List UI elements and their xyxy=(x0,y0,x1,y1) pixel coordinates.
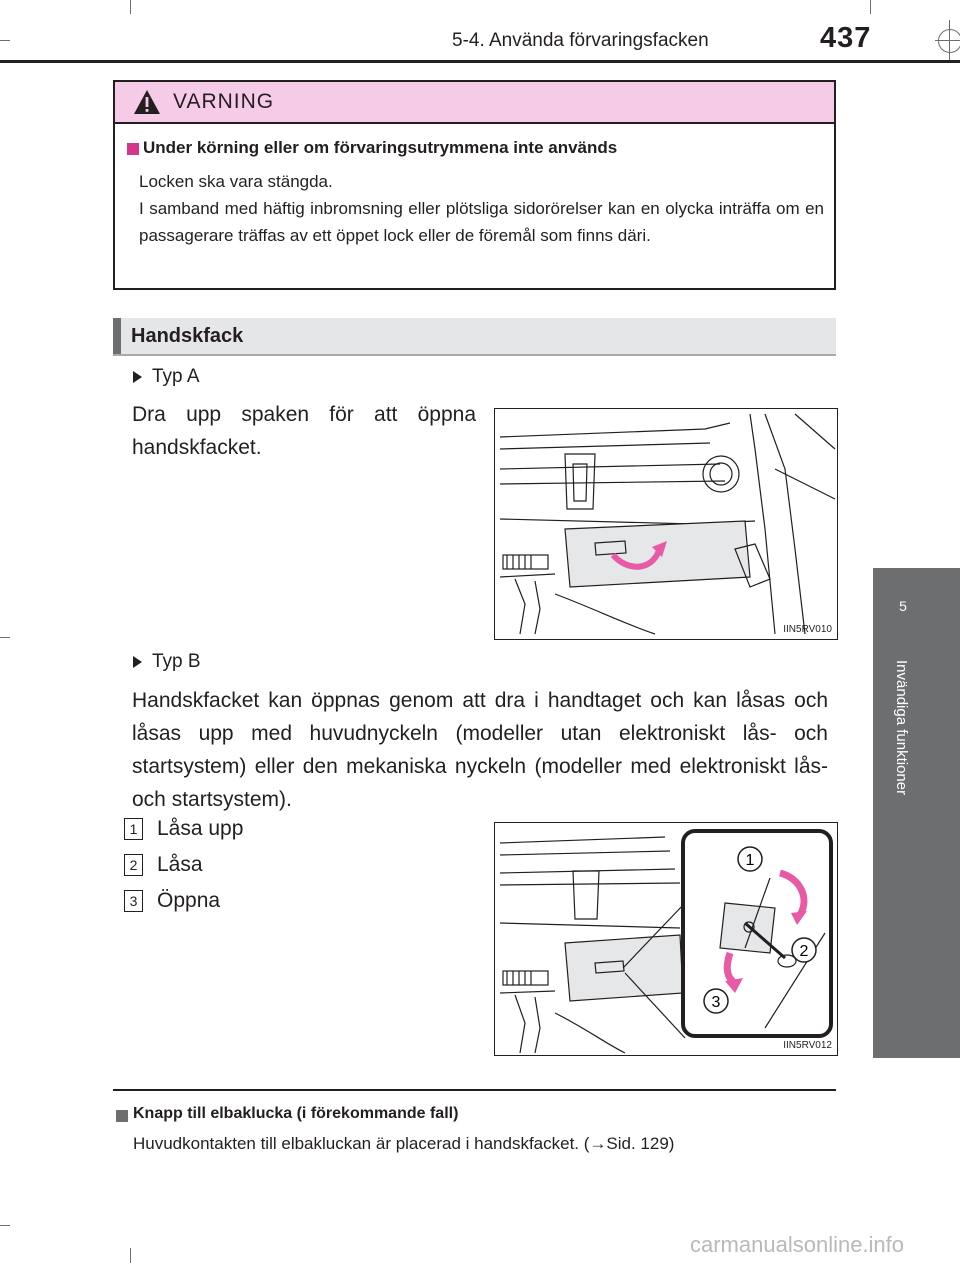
section-accent xyxy=(113,318,121,354)
type-b-label: Typ B xyxy=(152,651,201,672)
crop-mark xyxy=(870,0,871,14)
list-item-label: Låsa xyxy=(157,853,203,876)
chapter-tab-label: Invändiga funktioner xyxy=(893,660,910,796)
callout-3: 3 xyxy=(711,994,721,1011)
type-a-text: Dra upp spaken för att öppna handskfacket. xyxy=(132,403,476,459)
figure-glovebox-type-b xyxy=(494,822,838,1056)
note-body: Huvudkontakten till elbakluckan är placerad i handskfacket. (→Sid. 129) xyxy=(133,1134,675,1153)
figure-glovebox-type-a xyxy=(494,408,838,640)
list-item-label: Låsa upp xyxy=(157,817,244,840)
triangle-bullet-icon xyxy=(133,656,142,668)
crop-mark xyxy=(0,637,10,638)
number-box: 1 xyxy=(124,818,143,840)
chapter-tab-number: 5 xyxy=(899,598,907,614)
bullet-square-icon xyxy=(116,1110,128,1122)
page-number: 437 xyxy=(820,22,872,54)
glovebox-lock-illustration xyxy=(495,823,837,1055)
note-title: Knapp till elbaklucka (i förekommande fall) xyxy=(133,1105,459,1122)
type-b-text: Handskfacket kan öppnas genom att dra i handtaget och kan låsas och låsas upp med huvudnyckeln (modeller utan elektroniskt lås- och startsystem) eller den mekaniska nyckeln (modeller med elektroniskt lås- och startsystem). xyxy=(132,689,828,811)
section-heading-bar xyxy=(113,318,836,356)
list-item xyxy=(124,889,220,913)
note-rule xyxy=(113,1089,836,1091)
header-rule xyxy=(0,60,960,63)
warning-box xyxy=(113,80,836,290)
crop-mark xyxy=(130,1248,131,1263)
section-title: Handskfack xyxy=(131,325,244,347)
callout-2: 2 xyxy=(799,943,809,960)
warning-body: Locken ska vara stängda. I samband med häftig inbromsning eller plötsliga sidorörelser kan en olycka inträffa om en passagerare träffas av ett öppet lock eller de föremål som finns däri. xyxy=(139,172,824,245)
watermark: carmanualsonline.info xyxy=(690,1232,905,1257)
header-section-title: 5-4. Använda förvaringsfacken xyxy=(452,30,709,51)
number-box: 2 xyxy=(124,854,143,876)
figure-code: IIN5RV012 xyxy=(783,1040,832,1051)
bullet-square-icon xyxy=(127,143,139,155)
crop-mark xyxy=(130,0,131,14)
glovebox-illustration xyxy=(495,409,837,639)
figure-code: IIN5RV010 xyxy=(783,624,832,635)
triangle-bullet-icon xyxy=(133,371,142,383)
list-item xyxy=(124,853,203,877)
callout-1: 1 xyxy=(745,852,755,869)
list-item xyxy=(124,817,243,841)
crop-mark xyxy=(949,20,950,60)
warning-title: VARNING xyxy=(173,90,275,113)
type-b-heading xyxy=(133,651,201,673)
type-a-heading xyxy=(133,366,200,388)
number-box: 3 xyxy=(124,890,143,912)
warning-subtitle: Under körning eller om förvaringsutrymmena inte används xyxy=(143,138,618,157)
warning-triangle-icon xyxy=(133,89,161,115)
crop-mark xyxy=(0,1225,10,1226)
warning-header xyxy=(115,82,834,124)
type-a-label: Typ A xyxy=(152,366,200,387)
crop-mark xyxy=(0,40,10,41)
list-item-label: Öppna xyxy=(157,889,221,912)
